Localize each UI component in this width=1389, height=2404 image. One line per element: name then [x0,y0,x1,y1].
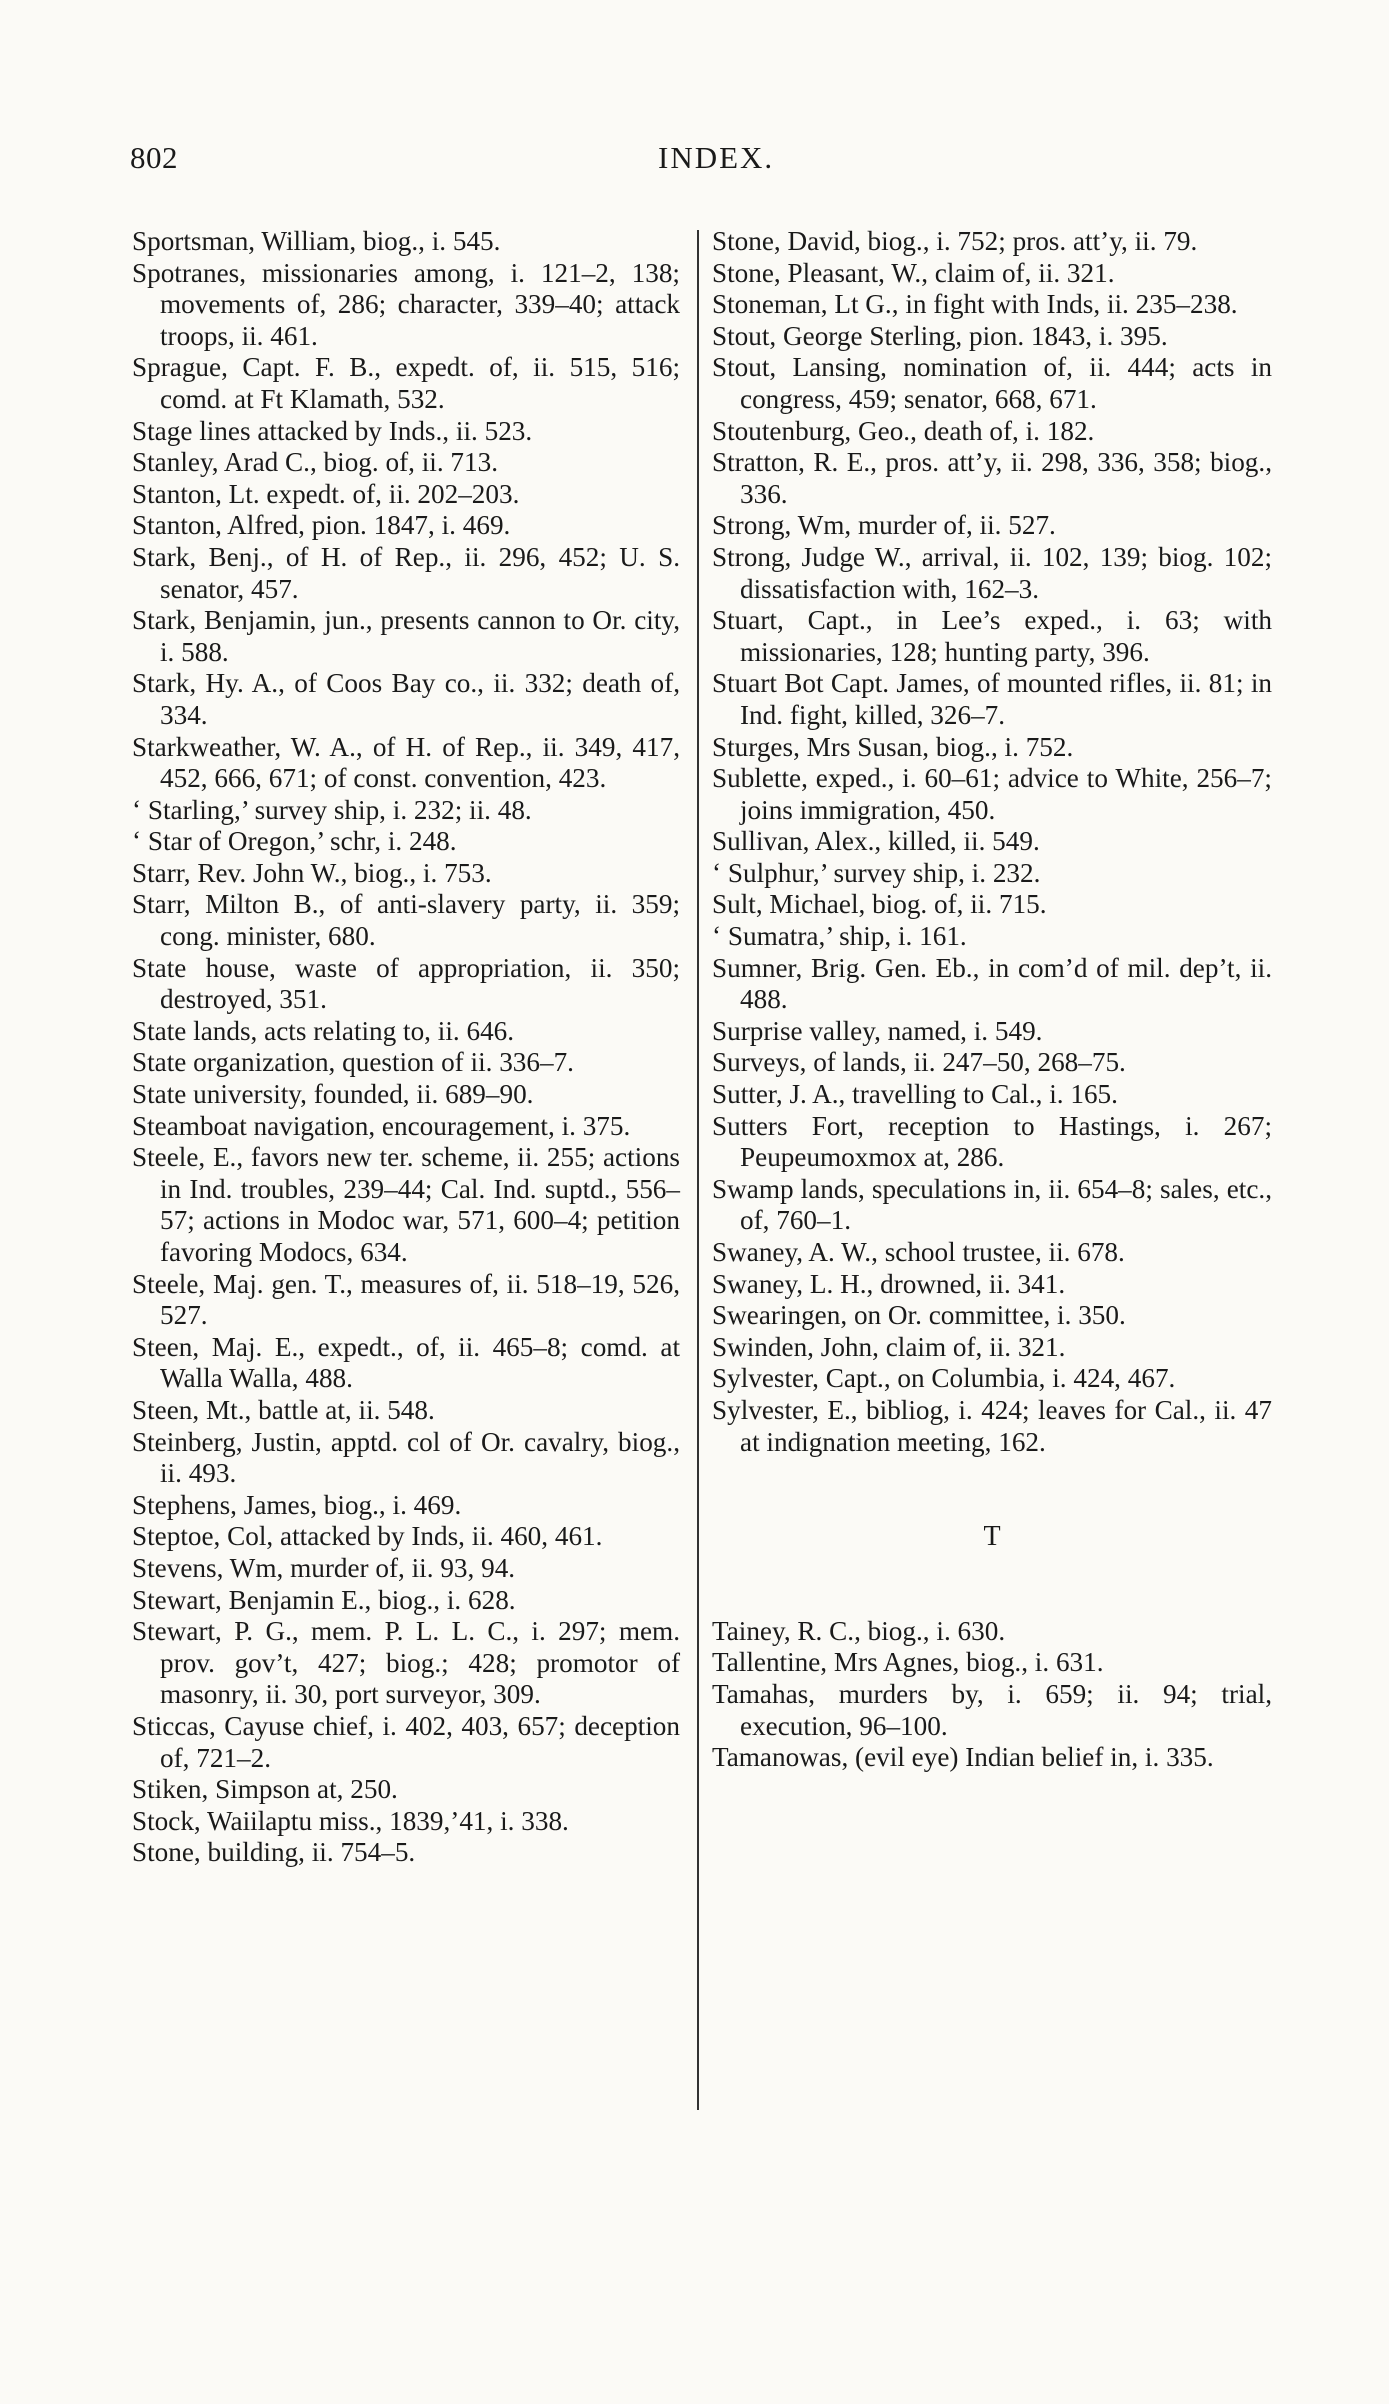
column-divider [697,230,699,2110]
section-letter-heading: T [983,1521,1001,1553]
index-entry: Swaney, A. W., school trustee, ii. 678. [712,1237,1125,1267]
index-entry: Stone, David, biog., i. 752; pros. att’y, ii. 79. [712,226,1198,256]
index-entry: Tainey, R. C., biog., i. 630. [712,1615,1006,1646]
index-entry: Tallentine, Mrs Agnes, biog., i. 631. [712,1647,1104,1678]
index-entry: State lands, acts relating to, ii. 646. [132,1015,515,1046]
index-entry: Sult, Michael, biog. of, ii. 715. [712,889,1047,920]
index-entry: Steamboat navigation, encouragement, i. 375. [132,1110,631,1141]
index-entries-t [712,1616,1272,1774]
index-entry: Tamanowas, (evil eye) Indian belief in, i. 335. [712,1742,1214,1773]
index-entry: Stanley, Arad C., biog. of, ii. 713. [132,447,498,478]
page-header [130,140,1330,188]
index-entry: Stanton, Lt. expedt. of, ii. 202–203. [132,478,520,509]
index-entry: Steptoe, Col, attacked by Inds, ii. 460, 461. [132,1521,603,1552]
index-entry: Steen, Maj. E., expedt., of, ii. 465–8; comd. at Walla Walla, 488. [132,1331,680,1394]
index-entry: Stout, Lansing, nomination of, ii. 444; acts in congress, 459; senator, 668, 671. [712,352,1272,414]
index-entry: Stuart, Capt., in Lee’s exped., i. 63; with missionaries, 128; hunting party, 396. [712,605,1272,667]
index-entry: Spotranes, missionaries among, i. 121–2, 138; movements of, 286; character, 339–40; attack troops, ii. 461. [132,257,680,351]
index-entry: Sutters Fort, reception to Hastings, i. 267; Peupeumoxmox at, 286. [712,1110,1272,1173]
index-entry: Steen, Mt., battle at, ii. 548. [132,1394,435,1425]
index-entry: Stout, George Sterling, pion. 1843, i. 395. [712,320,1168,351]
index-entry: ‘ Starling,’ survey ship, i. 232; ii. 48. [132,794,532,825]
index-entry: Stark, Benjamin, jun., presents cannon to Or. city, i. 588. [132,605,680,667]
index-entry: Stock, Waiilaptu miss., 1839,’41, i. 338. [132,1805,569,1836]
running-title: INDEX. [658,140,775,175]
index-entry: State university, founded, ii. 689–90. [132,1079,534,1110]
index-entry: Sumner, Brig. Gen. Eb., in com’d of mil. dep’t, ii. 488. [712,952,1272,1015]
index-entry: Stone, building, ii. 754–5. [132,1837,416,1868]
index-entry: Swinden, John, claim of, ii. 321. [712,1331,1066,1362]
index-entry: Swamp lands, speculations in, ii. 654–8; sales, etc., of, 760–1. [712,1173,1272,1236]
index-entry: Strong, Wm, murder of, ii. 527. [712,510,1056,541]
index-entry: ‘ Star of Oregon,’ schr, i. 248. [132,826,457,857]
index-entry: ‘ Sumatra,’ ship, i. 161. [712,921,967,952]
index-entry: Swearingen, on Or. committee, i. 350. [712,1300,1126,1331]
index-entry: Starkweather, W. A., of H. of Rep., ii. 349, 417, 452, 666, 671; of const. convention, 423. [132,731,680,794]
index-entry: Stanton, Alfred, pion. 1847, i. 469. [132,510,511,541]
index-entry: Sylvester, E., bibliog, i. 424; leaves for Cal., ii. 47 at indignation meeting, 162. [712,1394,1272,1457]
index-entry: Stiken, Simpson at, 250. [132,1774,398,1805]
index-entry: State organization, question of ii. 336–7. [132,1047,574,1078]
index-entry: Sublette, exped., i. 60–61; advice to White, 256–7; joins immigration, 450. [712,763,1272,825]
index-entry: Sutter, J. A., travelling to Cal., i. 165. [712,1079,1118,1110]
index-entry: Stratton, R. E., pros. att’y, ii. 298, 336, 358; biog., 336. [712,447,1272,509]
index-entry: Sylvester, Capt., on Columbia, i. 424, 467. [712,1363,1176,1394]
index-entry: Starr, Milton B., of anti-slavery party, ii. 359; cong. minister, 680. [132,889,680,952]
index-entry: Stoutenburg, Geo., death of, i. 182. [712,415,1095,446]
index-entry: Sturges, Mrs Susan, biog., i. 752. [712,731,1074,762]
index-entry: Sullivan, Alex., killed, ii. 549. [712,826,1040,857]
index-entry: ‘ Sulphur,’ survey ship, i. 232. [712,857,1041,888]
index-entry: Tamahas, murders by, i. 659; ii. 94; trial, execution, 96–100. [712,1678,1272,1741]
index-entry: Sportsman, William, biog., i. 545. [132,226,501,256]
index-entry: Surveys, of lands, ii. 247–50, 268–75. [712,1047,1126,1078]
index-entry: Surprise valley, named, i. 549. [712,1015,1043,1046]
index-entry: Stephens, James, biog., i. 469. [132,1489,462,1520]
index-entry: Stewart, Benjamin E., biog., i. 628. [132,1584,516,1615]
index-entry: Sprague, Capt. F. B., expedt. of, ii. 515, 516; comd. at Ft Klamath, 532. [132,352,680,414]
index-entry: Stark, Hy. A., of Coos Bay co., ii. 332; death of, 334. [132,668,680,730]
index-entry: Stewart, P. G., mem. P. L. L. C., i. 297; mem. prov. gov’t, 427; biog.; 428; promotor of masonry, ii. 30, port surveyor, 309. [132,1616,680,1710]
index-entry: Stage lines attacked by Inds., ii. 523. [132,415,533,446]
index-entries-s [712,226,1272,1458]
index-entry: Stone, Pleasant, W., claim of, ii. 321. [712,257,1115,288]
index-entry: State house, waste of appropriation, ii. 350; destroyed, 351. [132,952,680,1015]
index-entry: Stark, Benj., of H. of Rep., ii. 296, 452; U. S. senator, 457. [132,541,680,604]
index-entry: Swaney, L. H., drowned, ii. 341. [712,1268,1066,1299]
index-entry: Steele, Maj. gen. T., measures of, ii. 518–19, 526, 527. [132,1268,680,1331]
index-entry: Sticcas, Cayuse chief, i. 402, 403, 657; deception of, 721–2. [132,1710,680,1773]
index-entry: Starr, Rev. John W., biog., i. 753. [132,857,492,888]
index-column-left [132,226,680,1869]
index-entry: Stoneman, Lt G., in fight with Inds, ii. 235–238. [712,289,1238,320]
index-entry: Stuart Bot Capt. James, of mounted rifles, ii. 81; in Ind. fight, killed, 326–7. [712,668,1272,730]
index-entry: Stevens, Wm, murder of, ii. 93, 94. [132,1552,516,1583]
index-column-right [712,226,1272,1774]
index-entry: Strong, Judge W., arrival, ii. 102, 139; biog. 102; dissatisfaction with, 162–3. [712,541,1272,604]
index-entry: Steele, E., favors new ter. scheme, ii. 255; actions in Ind. troubles, 239–44; Cal. Ind. suptd., 556–57; actions in Modoc war, 571, 600–4; petition favoring Modocs, 634. [132,1142,680,1267]
index-entry: Steinberg, Justin, apptd. col of Or. cavalry, biog., ii. 493. [132,1426,680,1489]
page-number: 802 [130,140,178,175]
